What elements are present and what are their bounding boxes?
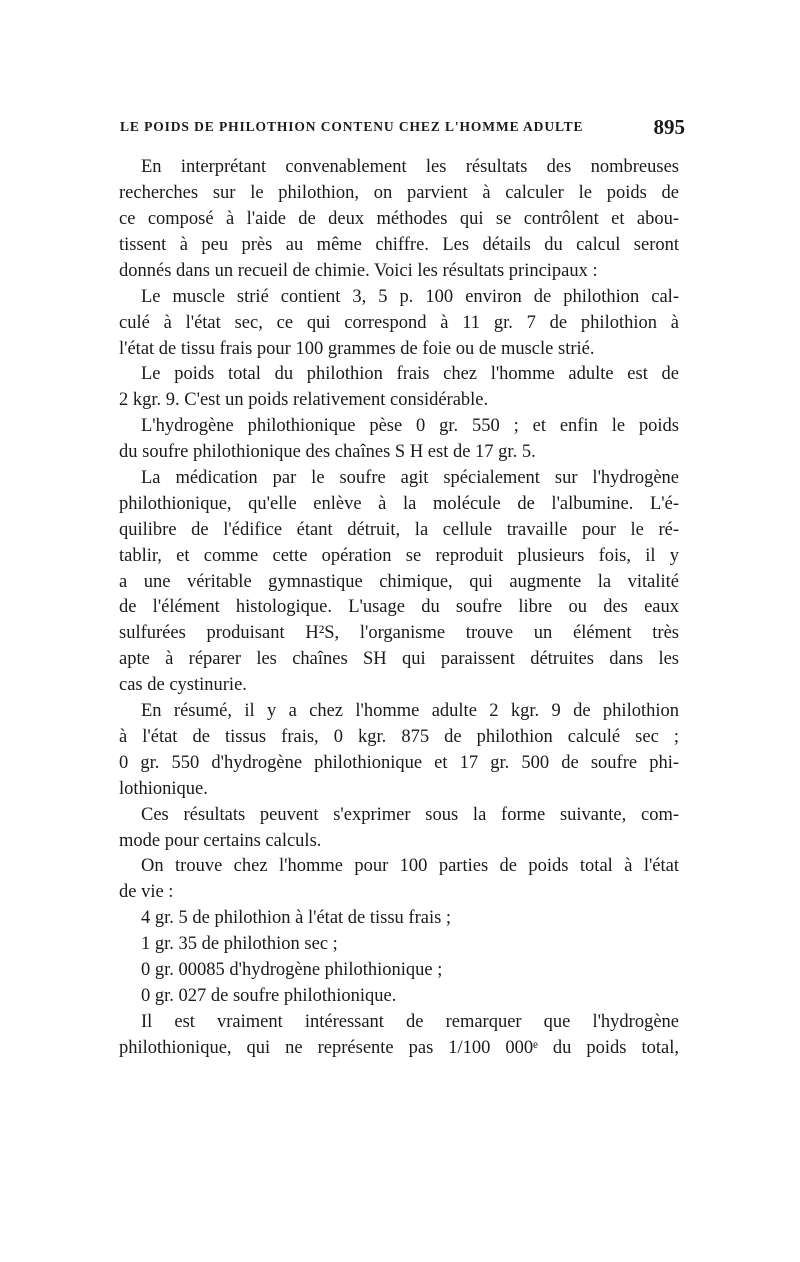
text-line: Ces résultats peuvent s'exprimer sous la forme suivante, com- xyxy=(141,805,679,825)
list-item: 0 gr. 027 de soufre philothionique. xyxy=(141,986,397,1006)
text-line: ce composé à l'aide de deux méthodes qui se contrôlent et abou- xyxy=(119,209,679,229)
text-line: La médication par le soufre agit spécialement sur l'hydrogène xyxy=(141,468,679,488)
text-line: L'hydrogène philothionique pèse 0 gr. 550 ; et enfin le poids xyxy=(141,416,679,436)
text-line: tissent à peu près au même chiffre. Les détails du calcul seront xyxy=(119,235,679,255)
running-title: LE POIDS DE PHILOTHION CONTENU CHEZ L'HOMME ADULTE xyxy=(120,119,584,134)
text-line: sulfurées produisant H²S, l'organisme trouve un élément très xyxy=(119,623,679,643)
page-number: 895 xyxy=(653,115,685,139)
text-line: Il est vraiment intéressant de remarquer que l'hydrogène xyxy=(141,1012,679,1032)
text-line: On trouve chez l'homme pour 100 parties de poids total à l'état xyxy=(141,856,679,876)
text-line: de vie : xyxy=(119,882,174,902)
text-line: philothionique, qui ne représente pas 1/100 000ᵉ du poids total, xyxy=(119,1038,679,1058)
list-item: 4 gr. 5 de philothion à l'état de tissu frais ; xyxy=(141,908,452,928)
running-header xyxy=(120,116,685,140)
text-line: de l'élément histologique. L'usage du soufre libre ou des eaux xyxy=(119,597,679,617)
list-item: 0 gr. 00085 d'hydrogène philothionique ; xyxy=(141,960,443,980)
text-line: du soufre philothionique des chaînes S H est de 17 gr. 5. xyxy=(119,442,536,462)
text-line: mode pour certains calculs. xyxy=(119,831,322,851)
text-line: l'état de tissu frais pour 100 grammes de foie ou de muscle strié. xyxy=(119,339,595,359)
text-line: a une véritable gymnastique chimique, qui augmente la vitalité xyxy=(119,572,679,592)
text-line: à l'état de tissus frais, 0 kgr. 875 de philothion calculé sec ; xyxy=(119,727,679,747)
text-line: philothionique, qu'elle enlève à la molécule de l'albumine. L'é- xyxy=(119,494,679,514)
text-line: cas de cystinurie. xyxy=(119,675,247,695)
text-line: tablir, et comme cette opération se reproduit plusieurs fois, il y xyxy=(119,546,679,566)
text-line: recherches sur le philothion, on parvient à calculer le poids de xyxy=(119,183,679,203)
text-line: donnés dans un recueil de chimie. Voici les résultats principaux : xyxy=(119,261,598,281)
list-item: 1 gr. 35 de philothion sec ; xyxy=(141,934,338,954)
text-line: En interprétant convenablement les résultats des nombreuses xyxy=(141,157,679,177)
text-line: 2 kgr. 9. C'est un poids relativement considérable. xyxy=(119,390,489,410)
text-line: quilibre de l'édifice étant détruit, la cellule travaille pour le ré- xyxy=(119,520,679,540)
text-line: En résumé, il y a chez l'homme adulte 2 kgr. 9 de philothion xyxy=(141,701,679,721)
text-line: 0 gr. 550 d'hydrogène philothionique et 17 gr. 500 de soufre phi- xyxy=(119,753,679,773)
text-line: Le poids total du philothion frais chez l'homme adulte est de xyxy=(141,364,679,384)
text-line: apte à réparer les chaînes SH qui paraissent détruites dans les xyxy=(119,649,679,669)
text-line: lothionique. xyxy=(119,779,208,799)
text-line: Le muscle strié contient 3, 5 p. 100 environ de philothion cal- xyxy=(141,287,679,307)
text-line: culé à l'état sec, ce qui correspond à 11 gr. 7 de philothion à xyxy=(119,313,679,333)
